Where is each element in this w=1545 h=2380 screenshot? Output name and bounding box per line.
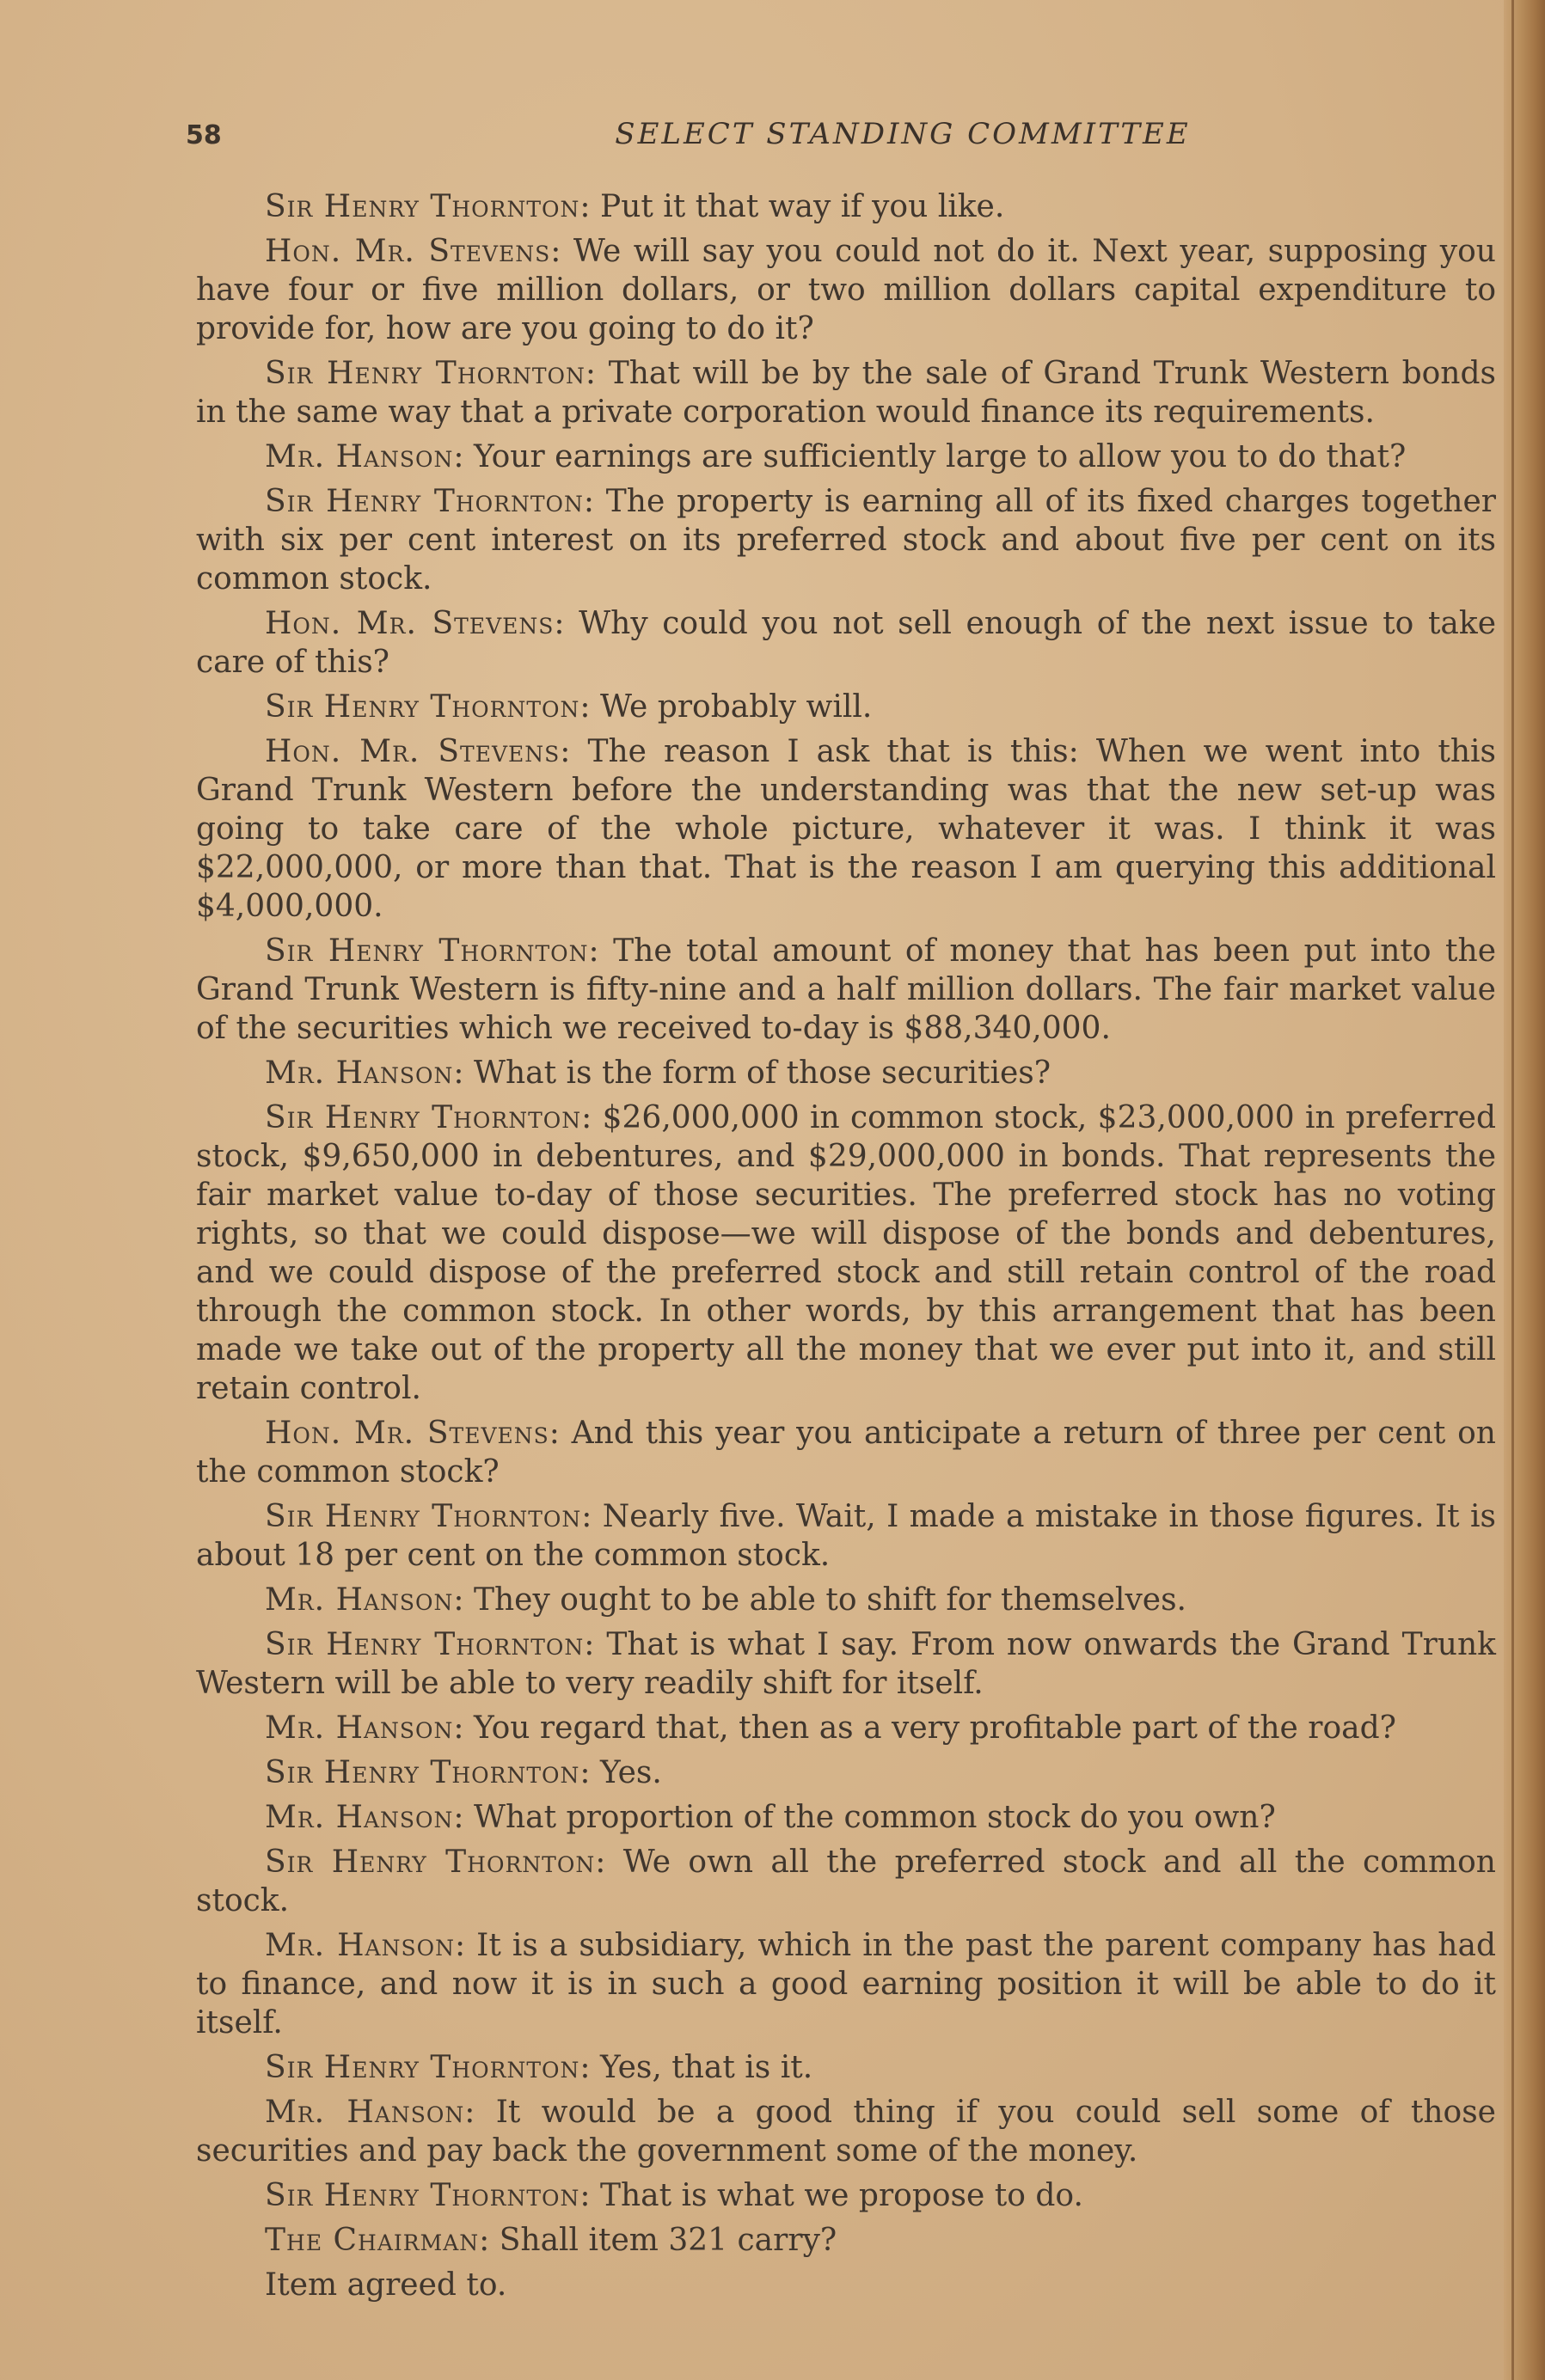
- transcript-paragraph: [196, 1926, 1496, 2042]
- transcript-paragraph: [196, 1414, 1496, 1491]
- speaker-name: Hon. Mr. Stevens: [265, 1416, 549, 1451]
- speaker-name: Mr. Hanson: [265, 439, 454, 474]
- page-number: 58: [186, 120, 222, 150]
- transcript-paragraph: [196, 1497, 1496, 1575]
- transcript-body: [196, 187, 1496, 2310]
- speech-text: And this year you anticipate a return of three per cent on the common stock?: [196, 1416, 1496, 1490]
- transcript-paragraph: [196, 732, 1496, 926]
- speaker-colon: :: [588, 933, 614, 969]
- speaker-colon: :: [454, 1928, 477, 1963]
- transcript-paragraph: [196, 932, 1496, 1048]
- transcript-paragraph: [196, 2266, 1496, 2304]
- speech-text: The reason I ask that is this: When we went into this Grand Trunk Western before the understanding was that the new set-up was going to take care of the whole picture, whatever it was. I think it was $22,000,000, or more than that. That is the reason I am querying this additional $4,000,000.: [196, 734, 1496, 924]
- speaker-colon: :: [560, 734, 588, 769]
- speaker-colon: :: [581, 1499, 603, 1534]
- transcript-paragraph: [196, 2048, 1496, 2087]
- speaker-name: Sir Henry Thornton: [265, 1845, 596, 1880]
- transcript-paragraph: [196, 1843, 1496, 1920]
- speaker-colon: :: [554, 606, 579, 641]
- speech-text: Item agreed to.: [265, 2267, 507, 2303]
- speech-text: Shall item 321 carry?: [499, 2223, 837, 2258]
- page-edge-shadow: [1504, 0, 1545, 2380]
- speaker-colon: :: [549, 1416, 572, 1451]
- transcript-paragraph: [196, 1753, 1496, 1792]
- speaker-name: Mr. Hanson: [265, 1710, 454, 1746]
- speech-text: Put it that way if you like.: [599, 189, 1005, 224]
- speech-text: The total amount of money that has been put into the Grand Trunk Western is fifty-nine and a half million dollars. The fair market value of the securities which we received to-day is $88,340,000.: [196, 933, 1497, 1046]
- speech-text: What proportion of the common stock do you own?: [473, 1800, 1276, 1835]
- page-edge-line: [1511, 0, 1514, 2380]
- speaker-colon: :: [453, 1055, 474, 1091]
- speaker-colon: :: [464, 2095, 496, 2130]
- speech-text: You regard that, then as a very profitable part of the road?: [473, 1710, 1396, 1746]
- speaker-name: Mr. Hanson: [265, 1928, 455, 1963]
- speaker-name: Sir Henry Thornton: [265, 189, 580, 224]
- speech-text: That will be by the sale of Grand Trunk Western bonds in the same way that a private corporation would finance its requirements.: [196, 356, 1496, 430]
- speaker-colon: :: [581, 1100, 603, 1135]
- page-header: [181, 113, 1487, 165]
- speaker-colon: :: [453, 1710, 474, 1746]
- speaker-name: Mr. Hanson: [265, 1582, 454, 1618]
- speaker-colon: :: [579, 2050, 600, 2085]
- speaker-colon: :: [579, 189, 600, 224]
- speech-text: They ought to be able to shift for themselves.: [473, 1582, 1187, 1618]
- transcript-paragraph: [196, 1798, 1496, 1837]
- speaker-name: Mr. Hanson: [265, 1055, 454, 1091]
- speaker-colon: :: [579, 689, 600, 725]
- transcript-paragraph: [196, 1098, 1496, 1408]
- speech-text: We own all the preferred stock and all the common stock.: [196, 1845, 1496, 1918]
- speaker-name: Sir Henry Thornton: [265, 1100, 582, 1135]
- transcript-paragraph: [196, 604, 1496, 682]
- transcript-paragraph: [196, 187, 1496, 226]
- transcript-paragraph: [196, 232, 1496, 348]
- speaker-colon: :: [453, 1582, 474, 1618]
- transcript-paragraph: [196, 2093, 1496, 2170]
- speech-text: It is a subsidiary, which in the past the parent company has had to finance, and now it is in such a good earning position it will be able to do it itself.: [196, 1928, 1496, 2040]
- transcript-paragraph: [196, 482, 1496, 598]
- transcript-paragraph: [196, 2176, 1496, 2215]
- transcript-paragraph: [196, 2221, 1496, 2260]
- transcript-paragraph: [196, 1054, 1496, 1092]
- speaker-colon: :: [583, 484, 606, 519]
- speech-text: Why could you not sell enough of the next issue to take care of this?: [196, 606, 1496, 680]
- speech-text: The property is earning all of its fixed charges together with six per cent interest on its preferred stock and about five per cent on its common stock.: [196, 484, 1496, 597]
- speaker-name: Sir Henry Thornton: [265, 689, 580, 725]
- speech-text: That is what we propose to do.: [599, 2178, 1083, 2213]
- speaker-name: Sir Henry Thornton: [265, 2050, 580, 2085]
- speech-text: Yes, that is it.: [599, 2050, 813, 2085]
- speech-text: Your earnings are sufficiently large to allow you to do that?: [473, 439, 1407, 474]
- speech-text: What is the form of those securities?: [473, 1055, 1051, 1091]
- speaker-name: Hon. Mr. Stevens: [265, 734, 561, 769]
- running-head: SELECT STANDING COMMITTEE: [615, 117, 1191, 151]
- speaker-name: Sir Henry Thornton: [265, 484, 584, 519]
- speaker-name: Sir Henry Thornton: [265, 933, 589, 969]
- speaker-colon: :: [585, 356, 609, 391]
- transcript-paragraph: [196, 354, 1496, 431]
- speaker-name: Hon. Mr. Stevens: [265, 234, 551, 269]
- speaker-name: Sir Henry Thornton: [265, 356, 586, 391]
- speech-text: Nearly five. Wait, I made a mistake in those figures. It is about 18 per cent on the common stock.: [196, 1499, 1497, 1573]
- speaker-name: The Chairman: [265, 2223, 480, 2258]
- speaker-name: Hon. Mr. Stevens: [265, 606, 555, 641]
- speaker-colon: :: [550, 234, 573, 269]
- speaker-colon: :: [453, 1800, 474, 1835]
- speaker-colon: :: [579, 1755, 600, 1790]
- speaker-colon: :: [479, 2223, 500, 2258]
- speaker-name: Sir Henry Thornton: [265, 1755, 580, 1790]
- speaker-name: Sir Henry Thornton: [265, 1499, 582, 1534]
- speech-text: We will say you could not do it. Next year, supposing you have four or five million dollars, or two million dollars capital expenditure to provide for, how are you going to do it?: [196, 234, 1496, 346]
- speaker-name: Sir Henry Thornton: [265, 2178, 580, 2213]
- speech-text: It would be a good thing if you could sell some of those securities and pay back the government some of the money.: [196, 2095, 1496, 2169]
- speaker-name: Mr. Hanson: [265, 1800, 454, 1835]
- speaker-colon: :: [453, 439, 474, 474]
- speech-text: We probably will.: [599, 689, 873, 725]
- speaker-colon: :: [579, 2178, 600, 2213]
- transcript-paragraph: [196, 1709, 1496, 1747]
- speaker-name: Sir Henry Thornton: [265, 1627, 585, 1662]
- speaker-name: Mr. Hanson: [265, 2095, 465, 2130]
- speaker-colon: :: [595, 1845, 623, 1880]
- speech-text: Yes.: [599, 1755, 662, 1790]
- speech-text: That is what I say. From now onwards the Grand Trunk Western will be able to very readily shift for itself.: [196, 1627, 1496, 1701]
- transcript-paragraph: [196, 688, 1496, 726]
- transcript-paragraph: [196, 1625, 1496, 1703]
- speaker-colon: :: [584, 1627, 607, 1662]
- transcript-paragraph: [196, 437, 1496, 476]
- speech-text: $26,000,000 in common stock, $23,000,000 in preferred stock, $9,650,000 in debentures, and $29,000,000 in bonds. That represents the fair market value to-day of those securities. The preferred stock has no voting rights, so that we could dispose—we will dispose of the bonds and debentures, and we could dispose of the preferred stock and still retain control of the road through the common stock. In other words, by this arrangement that has been made we take out of the property all the money that we ever put into it, and still retain control.: [196, 1100, 1496, 1406]
- transcript-paragraph: [196, 1581, 1496, 1619]
